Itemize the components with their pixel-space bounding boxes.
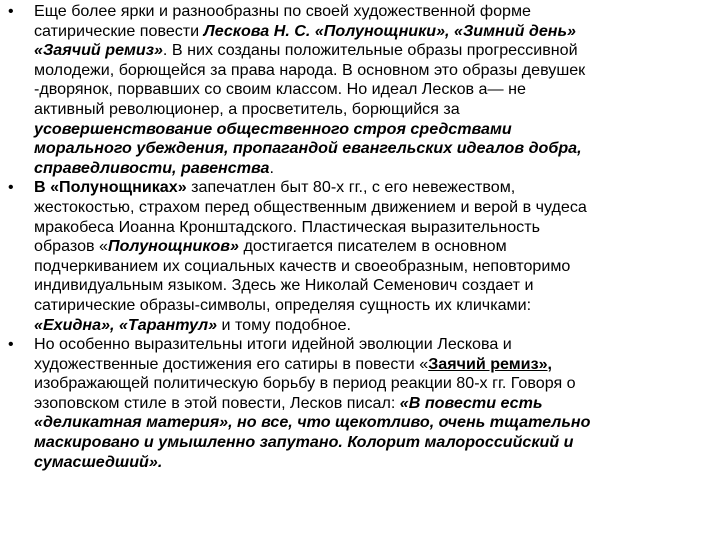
text-line <box>34 237 720 257</box>
bullet-icon: • <box>8 336 14 354</box>
text-run: жестокостью, страхом перед общественным движением и верой в чудеса <box>34 197 587 216</box>
list-item <box>8 335 720 472</box>
text-run: молодежи, борющейся за права народа. В основном это образы девушек <box>34 60 586 79</box>
text-run: изображающей политическую борьбу в период реакции 80-х гг. Говоря о <box>34 374 576 393</box>
text-line <box>34 316 720 336</box>
text-run: эзоповском стиле в этой повести, Лесков писал: <box>34 393 400 412</box>
text-line <box>34 433 720 453</box>
text-run: . В них созданы положительные образы прогрессивной <box>162 41 578 60</box>
bullet-list <box>8 2 720 472</box>
text-line <box>34 159 720 179</box>
text-run: Еще более ярки и разнообразны по своей художественной форме <box>34 2 531 20</box>
list-item <box>8 2 720 178</box>
text-run: запечатлен быт 80-х гг., с его невежеством, <box>186 178 516 197</box>
emphasis-run: Заячий ремиз», <box>428 354 553 373</box>
emphasis-run: «Заячий ремиз» <box>34 41 163 60</box>
text-line <box>34 276 720 296</box>
text-line <box>34 139 720 159</box>
emphasis-run: «деликатная материя», но все, что щекотливо, очень тщательно <box>34 413 591 432</box>
bullet-icon: • <box>8 179 14 197</box>
text-line <box>34 178 720 198</box>
text-line <box>34 374 720 394</box>
text-line <box>34 41 720 61</box>
text-line <box>34 120 720 140</box>
text-line <box>34 2 720 22</box>
text-run: образов « <box>34 237 109 256</box>
text-line <box>34 296 720 316</box>
text-line <box>34 413 720 433</box>
text-run: сатирические образы-символы, определяя сущность их кличками: <box>34 295 532 314</box>
text-line <box>34 198 720 218</box>
text-run: и тому подобное. <box>217 315 352 334</box>
emphasis-run: «В повести есть <box>399 393 543 412</box>
text-run: индивидуальным языком. Здесь же Николай Семенович создает и <box>34 276 534 295</box>
text-line <box>34 453 720 473</box>
emphasis-run: сумасшедший». <box>34 452 163 471</box>
text-line <box>34 22 720 42</box>
bullet-icon: • <box>8 3 14 20</box>
text-line <box>34 218 720 238</box>
emphasis-run: Лескова Н. С. «Полунощники», «Зимний день» <box>203 21 577 40</box>
emphasis-run: маскировано и умышленно запутано. Колорит малороссийский и <box>34 433 574 452</box>
text-line <box>34 80 720 100</box>
text-line <box>34 100 720 120</box>
list-item <box>8 178 720 335</box>
text-run: . <box>269 158 274 177</box>
emphasis-run: «Ехидна», «Тарантул» <box>34 315 218 334</box>
text-run: сатирические повести <box>34 21 204 40</box>
text-line <box>34 257 720 277</box>
text-run: достигается писателем в основном <box>238 237 507 256</box>
text-run: мракобеса Иоанна Кронштадского. Пластическая выразительность <box>34 217 540 236</box>
emphasis-run: Полунощников» <box>108 237 239 256</box>
text-line <box>34 394 720 414</box>
emphasis-run: справедливости, равенства <box>34 158 270 177</box>
text-line <box>34 61 720 81</box>
text-run: подчеркиванием их социальных качеств и своеобразным, неповторимо <box>34 256 571 275</box>
text-run: активный революционер, а просветитель, борющийся за <box>34 99 460 118</box>
text-run: -дворянок, порвавших со своим классом. Но идеал Лесков а— не <box>34 80 526 99</box>
text-line <box>34 355 720 375</box>
emphasis-run: В «Полунощниках» <box>34 178 187 197</box>
emphasis-run: усовершенствование общественного строя средствами <box>34 119 512 138</box>
text-line <box>34 335 720 355</box>
text-run: Но особенно выразительны итоги идейной эволюции Лескова и <box>34 335 512 354</box>
text-run: художественные достижения его сатиры в повести « <box>34 354 429 373</box>
emphasis-run: морального убеждения, пропагандой евангельских идеалов добра, <box>34 139 582 158</box>
